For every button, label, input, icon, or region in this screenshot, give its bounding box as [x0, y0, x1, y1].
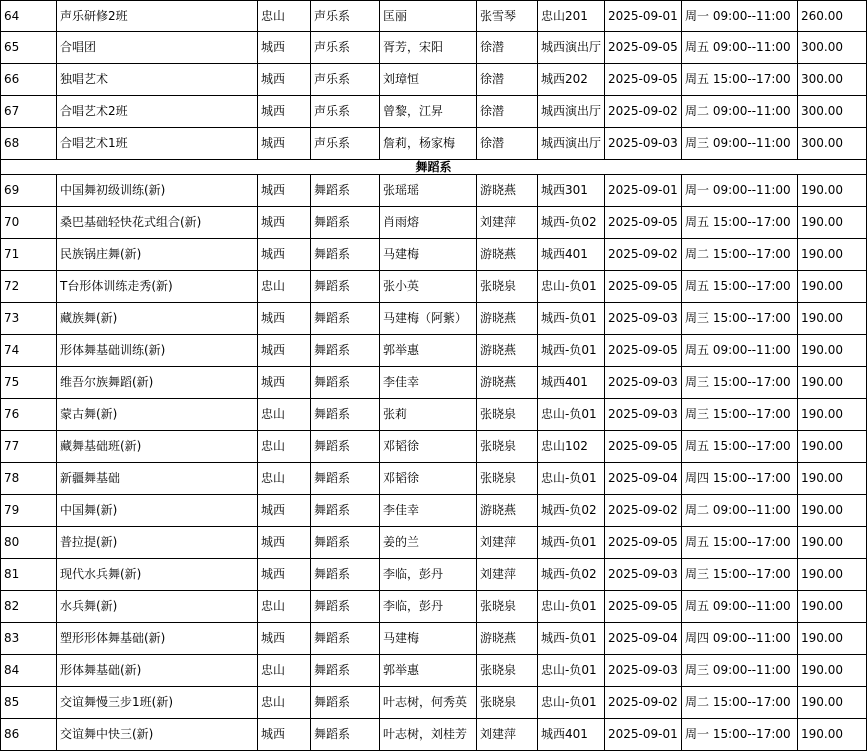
course-name-cell: 普拉提(新)	[57, 527, 258, 559]
assistant-cell: 游晓燕	[477, 495, 538, 527]
row-number-cell: 69	[1, 175, 57, 207]
course-name-cell: 民族锅庄舞(新)	[57, 239, 258, 271]
start-date-cell: 2025-09-03	[605, 655, 682, 687]
classroom-cell: 城西-负01	[538, 623, 605, 655]
fee-cell: 300.00	[798, 96, 867, 128]
class-time-cell: 周四 15:00--17:00	[682, 463, 798, 495]
start-date-cell: 2025-09-01	[605, 719, 682, 751]
table-row	[1, 32, 867, 64]
classroom-cell: 城西演出厅	[538, 32, 605, 64]
start-date-cell: 2025-09-03	[605, 128, 682, 160]
fee-cell: 190.00	[798, 271, 867, 303]
course-name-cell: 声乐研修2班	[57, 1, 258, 32]
course-name-cell: 合唱艺术2班	[57, 96, 258, 128]
classroom-cell: 城西-负01	[538, 527, 605, 559]
start-date-cell: 2025-09-02	[605, 96, 682, 128]
fee-cell: 300.00	[798, 128, 867, 160]
department-cell: 舞蹈系	[311, 303, 380, 335]
row-number-cell: 85	[1, 687, 57, 719]
class-time-cell: 周五 09:00--11:00	[682, 591, 798, 623]
start-date-cell: 2025-09-05	[605, 335, 682, 367]
fee-cell: 190.00	[798, 687, 867, 719]
course-name-cell: 现代水兵舞(新)	[57, 559, 258, 591]
fee-cell: 190.00	[798, 239, 867, 271]
row-number-cell: 82	[1, 591, 57, 623]
table-row	[1, 175, 867, 207]
classroom-cell: 城西-负01	[538, 303, 605, 335]
class-time-cell: 周二 15:00--17:00	[682, 687, 798, 719]
teacher-cell: 邓韬徐	[380, 431, 477, 463]
classroom-cell: 城西401	[538, 719, 605, 751]
department-cell: 舞蹈系	[311, 719, 380, 751]
row-number-cell: 78	[1, 463, 57, 495]
row-number-cell: 84	[1, 655, 57, 687]
start-date-cell: 2025-09-02	[605, 239, 682, 271]
row-number-cell: 65	[1, 32, 57, 64]
department-cell: 舞蹈系	[311, 367, 380, 399]
start-date-cell: 2025-09-04	[605, 463, 682, 495]
classroom-cell: 城西401	[538, 239, 605, 271]
course-name-cell: 交谊舞中快三(新)	[57, 719, 258, 751]
class-time-cell: 周一 15:00--17:00	[682, 719, 798, 751]
fee-cell: 190.00	[798, 175, 867, 207]
class-time-cell: 周五 15:00--17:00	[682, 271, 798, 303]
class-time-cell: 周三 15:00--17:00	[682, 399, 798, 431]
table-row	[1, 591, 867, 623]
fee-cell: 190.00	[798, 655, 867, 687]
assistant-cell: 游晓燕	[477, 367, 538, 399]
teacher-cell: 张瑶瑶	[380, 175, 477, 207]
course-name-cell: 桑巴基础轻快花式组合(新)	[57, 207, 258, 239]
start-date-cell: 2025-09-04	[605, 623, 682, 655]
assistant-cell: 刘建萍	[477, 559, 538, 591]
class-time-cell: 周三 09:00--11:00	[682, 655, 798, 687]
start-date-cell: 2025-09-01	[605, 1, 682, 32]
campus-cell: 忠山	[258, 463, 311, 495]
classroom-cell: 忠山-负01	[538, 271, 605, 303]
campus-cell: 城西	[258, 64, 311, 96]
campus-cell: 城西	[258, 207, 311, 239]
fee-cell: 190.00	[798, 591, 867, 623]
campus-cell: 城西	[258, 175, 311, 207]
fee-cell: 190.00	[798, 335, 867, 367]
start-date-cell: 2025-09-02	[605, 687, 682, 719]
row-number-cell: 67	[1, 96, 57, 128]
assistant-cell: 刘建萍	[477, 527, 538, 559]
course-name-cell: 合唱艺术1班	[57, 128, 258, 160]
row-number-cell: 81	[1, 559, 57, 591]
campus-cell: 城西	[258, 303, 311, 335]
course-name-cell: 独唱艺术	[57, 64, 258, 96]
fee-cell: 190.00	[798, 495, 867, 527]
department-cell: 舞蹈系	[311, 335, 380, 367]
course-name-cell: 中国舞(新)	[57, 495, 258, 527]
row-number-cell: 66	[1, 64, 57, 96]
teacher-cell: 马建梅（阿紫）	[380, 303, 477, 335]
assistant-cell: 刘建萍	[477, 207, 538, 239]
teacher-cell: 邓韬徐	[380, 463, 477, 495]
teacher-cell: 张莉	[380, 399, 477, 431]
classroom-cell: 忠山201	[538, 1, 605, 32]
department-cell: 声乐系	[311, 96, 380, 128]
course-name-cell: 形体舞基础(新)	[57, 655, 258, 687]
row-number-cell: 86	[1, 719, 57, 751]
assistant-cell: 张晓泉	[477, 591, 538, 623]
teacher-cell: 匡丽	[380, 1, 477, 32]
table-row	[1, 687, 867, 719]
start-date-cell: 2025-09-02	[605, 495, 682, 527]
classroom-cell: 忠山-负01	[538, 399, 605, 431]
table-row	[1, 367, 867, 399]
teacher-cell: 姜的兰	[380, 527, 477, 559]
classroom-cell: 城西202	[538, 64, 605, 96]
start-date-cell: 2025-09-05	[605, 32, 682, 64]
department-cell: 舞蹈系	[311, 687, 380, 719]
start-date-cell: 2025-09-05	[605, 271, 682, 303]
row-number-cell: 64	[1, 1, 57, 32]
department-cell: 舞蹈系	[311, 463, 380, 495]
teacher-cell: 詹莉，杨家梅	[380, 128, 477, 160]
table-row	[1, 655, 867, 687]
class-time-cell: 周三 15:00--17:00	[682, 367, 798, 399]
teacher-cell: 马建梅	[380, 239, 477, 271]
start-date-cell: 2025-09-05	[605, 431, 682, 463]
department-cell: 舞蹈系	[311, 655, 380, 687]
classroom-cell: 城西301	[538, 175, 605, 207]
fee-cell: 190.00	[798, 303, 867, 335]
class-time-cell: 周五 15:00--17:00	[682, 527, 798, 559]
campus-cell: 城西	[258, 32, 311, 64]
classroom-cell: 城西401	[538, 367, 605, 399]
campus-cell: 忠山	[258, 271, 311, 303]
department-cell: 舞蹈系	[311, 431, 380, 463]
assistant-cell: 徐潜	[477, 32, 538, 64]
class-time-cell: 周一 09:00--11:00	[682, 1, 798, 32]
assistant-cell: 游晓燕	[477, 303, 538, 335]
classroom-cell: 忠山-负01	[538, 655, 605, 687]
course-name-cell: 交谊舞慢三步1班(新)	[57, 687, 258, 719]
assistant-cell: 游晓燕	[477, 239, 538, 271]
course-name-cell: 水兵舞(新)	[57, 591, 258, 623]
table-row	[1, 128, 867, 160]
department-cell: 声乐系	[311, 1, 380, 32]
table-row	[1, 335, 867, 367]
campus-cell: 忠山	[258, 399, 311, 431]
campus-cell: 城西	[258, 495, 311, 527]
classroom-cell: 忠山102	[538, 431, 605, 463]
campus-cell: 城西	[258, 559, 311, 591]
start-date-cell: 2025-09-03	[605, 399, 682, 431]
course-name-cell: T台形体训练走秀(新)	[57, 271, 258, 303]
row-number-cell: 79	[1, 495, 57, 527]
department-cell: 声乐系	[311, 128, 380, 160]
table-row	[1, 399, 867, 431]
fee-cell: 190.00	[798, 367, 867, 399]
teacher-cell: 郭举惠	[380, 335, 477, 367]
row-number-cell: 83	[1, 623, 57, 655]
teacher-cell: 胥芳，宋阳	[380, 32, 477, 64]
teacher-cell: 曾黎，江昇	[380, 96, 477, 128]
classroom-cell: 忠山-负01	[538, 687, 605, 719]
row-number-cell: 70	[1, 207, 57, 239]
table-row	[1, 559, 867, 591]
assistant-cell: 徐潜	[477, 128, 538, 160]
fee-cell: 190.00	[798, 463, 867, 495]
start-date-cell: 2025-09-05	[605, 64, 682, 96]
teacher-cell: 李临，彭丹	[380, 591, 477, 623]
classroom-cell: 城西-负02	[538, 559, 605, 591]
fee-cell: 300.00	[798, 32, 867, 64]
classroom-cell: 忠山-负01	[538, 591, 605, 623]
classroom-cell: 城西演出厅	[538, 128, 605, 160]
campus-cell: 忠山	[258, 1, 311, 32]
row-number-cell: 68	[1, 128, 57, 160]
classroom-cell: 城西-负02	[538, 495, 605, 527]
campus-cell: 城西	[258, 239, 311, 271]
fee-cell: 260.00	[798, 1, 867, 32]
assistant-cell: 游晓燕	[477, 623, 538, 655]
class-time-cell: 周二 09:00--11:00	[682, 96, 798, 128]
fee-cell: 190.00	[798, 559, 867, 591]
table-row	[1, 623, 867, 655]
teacher-cell: 郭举惠	[380, 655, 477, 687]
teacher-cell: 李佳幸	[380, 495, 477, 527]
campus-cell: 忠山	[258, 431, 311, 463]
assistant-cell: 张晓泉	[477, 271, 538, 303]
start-date-cell: 2025-09-01	[605, 175, 682, 207]
table-row	[1, 495, 867, 527]
assistant-cell: 张晓泉	[477, 687, 538, 719]
department-cell: 舞蹈系	[311, 271, 380, 303]
vocal-dept-rows	[1, 1, 867, 160]
class-time-cell: 周二 09:00--11:00	[682, 495, 798, 527]
start-date-cell: 2025-09-03	[605, 367, 682, 399]
class-time-cell: 周三 09:00--11:00	[682, 128, 798, 160]
dance-dept-rows	[1, 175, 867, 751]
classroom-cell: 忠山-负01	[538, 463, 605, 495]
department-cell: 声乐系	[311, 32, 380, 64]
class-time-cell: 周一 09:00--11:00	[682, 175, 798, 207]
teacher-cell: 马建梅	[380, 623, 477, 655]
table-row	[1, 463, 867, 495]
row-number-cell: 72	[1, 271, 57, 303]
start-date-cell: 2025-09-03	[605, 303, 682, 335]
assistant-cell: 张晓泉	[477, 399, 538, 431]
teacher-cell: 李临，彭丹	[380, 559, 477, 591]
dance-dept-section	[1, 160, 867, 175]
teacher-cell: 李佳幸	[380, 367, 477, 399]
teacher-cell: 叶志树，何秀英	[380, 687, 477, 719]
start-date-cell: 2025-09-05	[605, 527, 682, 559]
classroom-cell: 城西-负02	[538, 207, 605, 239]
fee-cell: 190.00	[798, 399, 867, 431]
course-name-cell: 中国舞初级训练(新)	[57, 175, 258, 207]
table-row	[1, 64, 867, 96]
fee-cell: 300.00	[798, 64, 867, 96]
class-time-cell: 周三 15:00--17:00	[682, 559, 798, 591]
campus-cell: 忠山	[258, 591, 311, 623]
department-cell: 舞蹈系	[311, 527, 380, 559]
class-time-cell: 周三 15:00--17:00	[682, 303, 798, 335]
row-number-cell: 80	[1, 527, 57, 559]
assistant-cell: 张雪琴	[477, 1, 538, 32]
course-name-cell: 塑形形体舞基础(新)	[57, 623, 258, 655]
course-name-cell: 藏舞基础班(新)	[57, 431, 258, 463]
fee-cell: 190.00	[798, 623, 867, 655]
row-number-cell: 76	[1, 399, 57, 431]
class-time-cell: 周五 15:00--17:00	[682, 64, 798, 96]
assistant-cell: 张晓泉	[477, 655, 538, 687]
start-date-cell: 2025-09-05	[605, 591, 682, 623]
table-row	[1, 271, 867, 303]
row-number-cell: 75	[1, 367, 57, 399]
department-cell: 舞蹈系	[311, 623, 380, 655]
course-name-cell: 形体舞基础训练(新)	[57, 335, 258, 367]
teacher-cell: 张小英	[380, 271, 477, 303]
start-date-cell: 2025-09-03	[605, 559, 682, 591]
fee-cell: 190.00	[798, 719, 867, 751]
table-row	[1, 527, 867, 559]
class-time-cell: 周二 15:00--17:00	[682, 239, 798, 271]
table-row	[1, 239, 867, 271]
table-row	[1, 96, 867, 128]
campus-cell: 城西	[258, 96, 311, 128]
fee-cell: 190.00	[798, 431, 867, 463]
department-cell: 舞蹈系	[311, 495, 380, 527]
fee-cell: 190.00	[798, 207, 867, 239]
classroom-cell: 城西演出厅	[538, 96, 605, 128]
department-cell: 舞蹈系	[311, 559, 380, 591]
course-name-cell: 蒙古舞(新)	[57, 399, 258, 431]
campus-cell: 城西	[258, 623, 311, 655]
assistant-cell: 刘建萍	[477, 719, 538, 751]
course-name-cell: 新疆舞基础	[57, 463, 258, 495]
classroom-cell: 城西-负01	[538, 335, 605, 367]
table-row	[1, 303, 867, 335]
campus-cell: 城西	[258, 128, 311, 160]
department-cell: 声乐系	[311, 64, 380, 96]
assistant-cell: 张晓泉	[477, 463, 538, 495]
table-row	[1, 719, 867, 751]
class-time-cell: 周五 15:00--17:00	[682, 207, 798, 239]
campus-cell: 忠山	[258, 687, 311, 719]
table-row	[1, 207, 867, 239]
course-name-cell: 维吾尔族舞蹈(新)	[57, 367, 258, 399]
assistant-cell: 张晓泉	[477, 431, 538, 463]
department-cell: 舞蹈系	[311, 207, 380, 239]
department-cell: 舞蹈系	[311, 175, 380, 207]
row-number-cell: 73	[1, 303, 57, 335]
teacher-cell: 肖雨熔	[380, 207, 477, 239]
department-cell: 舞蹈系	[311, 591, 380, 623]
teacher-cell: 刘璋恒	[380, 64, 477, 96]
assistant-cell: 游晓燕	[477, 175, 538, 207]
assistant-cell: 游晓燕	[477, 335, 538, 367]
assistant-cell: 徐潜	[477, 96, 538, 128]
row-number-cell: 77	[1, 431, 57, 463]
table-row	[1, 431, 867, 463]
campus-cell: 忠山	[258, 655, 311, 687]
table-row	[1, 1, 867, 32]
section-header-row	[1, 160, 867, 175]
section-title: 舞蹈系	[1, 160, 867, 175]
campus-cell: 城西	[258, 527, 311, 559]
class-time-cell: 周五 15:00--17:00	[682, 431, 798, 463]
campus-cell: 城西	[258, 335, 311, 367]
assistant-cell: 徐潜	[477, 64, 538, 96]
class-time-cell: 周五 09:00--11:00	[682, 335, 798, 367]
campus-cell: 城西	[258, 367, 311, 399]
department-cell: 舞蹈系	[311, 239, 380, 271]
teacher-cell: 叶志树，刘桂芳	[380, 719, 477, 751]
row-number-cell: 74	[1, 335, 57, 367]
department-cell: 舞蹈系	[311, 399, 380, 431]
row-number-cell: 71	[1, 239, 57, 271]
course-name-cell: 藏族舞(新)	[57, 303, 258, 335]
course-name-cell: 合唱团	[57, 32, 258, 64]
class-time-cell: 周五 09:00--11:00	[682, 32, 798, 64]
campus-cell: 城西	[258, 719, 311, 751]
fee-cell: 190.00	[798, 527, 867, 559]
class-time-cell: 周四 09:00--11:00	[682, 623, 798, 655]
start-date-cell: 2025-09-05	[605, 207, 682, 239]
